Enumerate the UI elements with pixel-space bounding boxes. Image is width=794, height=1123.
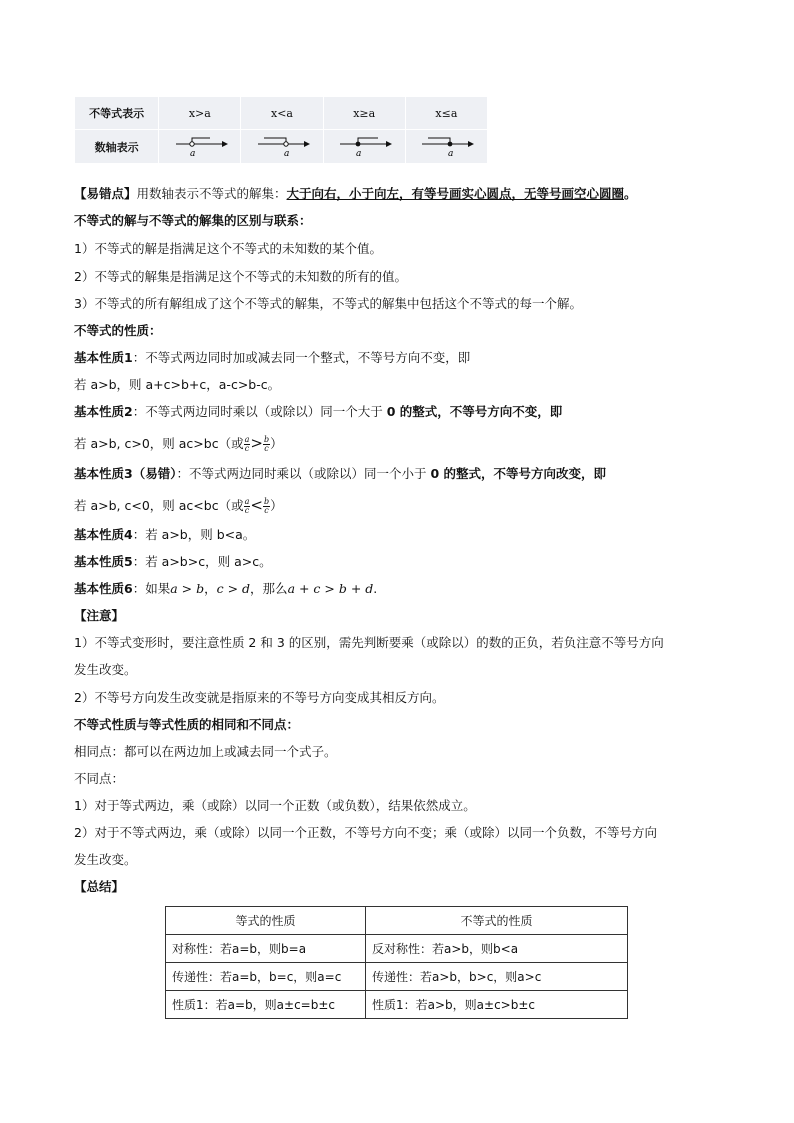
- number-line-graphic: [416, 130, 476, 160]
- easy-error-end: 。: [624, 186, 637, 201]
- note-item: 发生改变。: [74, 662, 137, 677]
- property-1-example: 若 a>b，则 a+c>b+c，a-c>b-c。: [74, 377, 281, 392]
- number-line-graphic: [334, 130, 394, 160]
- easy-error-label: 【易错点】: [74, 186, 137, 201]
- mark-label: a: [189, 149, 196, 159]
- summary-table: [165, 906, 628, 1019]
- table-row: [166, 991, 628, 1019]
- easy-error-emphasis: 大于向右，小于向左，有等号画实心圆点，无等号画空心圆圈: [286, 186, 625, 201]
- property-2: 基本性质2：不等式两边同时乘以（或除以）同一个大于 0 的整式，不等号方向不变，即: [74, 404, 563, 419]
- table-cell: 反对称性：若a>b，则b<a: [366, 935, 628, 963]
- property-label: 基本性质5: [74, 554, 133, 569]
- hollow-dot: [284, 142, 288, 146]
- number-line-table: [74, 96, 488, 164]
- same-point: 相同点：都可以在两边加上或减去同一个式子。: [74, 744, 337, 759]
- summary-header: 等式的性质: [166, 907, 366, 935]
- props-title: 不等式的性质：: [74, 323, 162, 338]
- property-label: 基本性质2: [74, 404, 133, 419]
- property-label: 基本性质4: [74, 527, 133, 542]
- number-line-row-label: 数轴表示: [75, 130, 159, 164]
- property-label: 基本性质1: [74, 350, 133, 365]
- mark-label: a: [448, 149, 454, 159]
- property-2-example: 若 a>b, c>0，则 ac>bc（或 $\frac{a}{c}$ > $\frac{b}{c}$ ）: [74, 434, 283, 453]
- number-line-cell: [241, 130, 323, 164]
- inequality-expr: x>a: [159, 97, 241, 130]
- table-cell: 性质1：若a>b，则a±c>b±c: [366, 991, 628, 1019]
- property-4: 基本性质4：若 a>b，则 b<a。: [74, 527, 256, 542]
- table-row: [166, 963, 628, 991]
- easy-error-lead: 用数轴表示不等式的解集：: [136, 186, 287, 201]
- table-cell: 性质1：若a=b，则a±c=b±c: [166, 991, 366, 1019]
- property-label: 基本性质3（易错）: [74, 466, 177, 481]
- table-cell: 对称性：若a=b，则b=a: [166, 935, 366, 963]
- table-cell: 传递性：若a>b，b>c，则a>c: [366, 963, 628, 991]
- easy-error-line: [74, 186, 637, 202]
- diff-title: 不等式的解与不等式的解集的区别与联系：: [74, 213, 312, 228]
- number-line-row: [75, 130, 488, 164]
- diff-point: 1）对于等式两边，乘（或除）以同一个正数（或负数），结果依然成立。: [74, 798, 476, 813]
- mark-label: a: [284, 149, 290, 159]
- fraction: $\frac{a}{c}$: [244, 435, 250, 453]
- number-line-graphic: [252, 130, 312, 160]
- summary-title: 【总结】: [74, 879, 125, 894]
- table-cell: 传递性：若a=b，b=c，则a=c: [166, 963, 366, 991]
- property-6: 基本性质6：如果a > b，c > d，那么a + c > b + d.: [74, 581, 378, 596]
- number-line-cell: [159, 130, 241, 164]
- solid-dot: [448, 142, 453, 147]
- fraction: $\frac{b}{c}$: [263, 435, 270, 453]
- note-title: 【注意】: [74, 608, 125, 623]
- inequality-expr: x≥a: [323, 97, 405, 130]
- diff-item: 3）不等式的所有解组成了这个不等式的解集，不等式的解集中包括这个不等式的每一个解。: [74, 296, 582, 311]
- mark-label: a: [356, 149, 362, 159]
- inequality-expr: x≤a: [405, 97, 487, 130]
- number-line-graphic: [170, 130, 230, 160]
- property-3: 基本性质3（易错）：不等式两边同时乘以（或除以）同一个小于 0 的整式，不等号方向改变，即: [74, 466, 606, 481]
- hollow-dot: [190, 142, 194, 146]
- property-5: 基本性质5：若 a>b>c，则 a>c。: [74, 554, 272, 569]
- property-3-example: 若 a>b, c<0，则 ac<bc（或 $\frac{a}{c}$ < $\frac{b}{c}$ ）: [74, 496, 283, 515]
- property-1: [74, 350, 470, 366]
- diff-item: 1）不等式的解是指满足这个不等式的未知数的某个值。: [74, 241, 382, 256]
- number-line-cell: [405, 130, 487, 164]
- inequality-header-label: 不等式表示: [75, 97, 159, 130]
- inequality-expr: x<a: [241, 97, 323, 130]
- fraction: $\frac{b}{c}$: [263, 497, 270, 515]
- diff-point: 2）对于不等式两边，乘（或除）以同一个正数，不等号方向不变；乘（或除）以同一个负数，不等号方向: [74, 825, 657, 840]
- fraction: $\frac{a}{c}$: [244, 497, 250, 515]
- compare-title: 不等式性质与等式性质的相同和不同点：: [74, 717, 300, 732]
- diff-label: 不同点：: [74, 771, 125, 786]
- summary-header-row: [166, 907, 628, 935]
- summary-header: 不等式的性质: [366, 907, 628, 935]
- number-line-header-row: [75, 97, 488, 130]
- diff-item: 2）不等式的解集是指满足这个不等式的未知数的所有的值。: [74, 269, 407, 284]
- diff-point: 发生改变。: [74, 852, 137, 867]
- solid-dot: [356, 142, 361, 147]
- note-item: 2）不等号方向发生改变就是指原来的不等号方向变成其相反方向。: [74, 690, 445, 705]
- table-row: [166, 935, 628, 963]
- number-line-cell: [323, 130, 405, 164]
- note-item: 1）不等式变形时，要注意性质 2 和 3 的区别，需先判断要乘（或除以）的数的正负，若负注意不等号方向: [74, 635, 664, 650]
- property-text: ：不等式两边同时加或减去同一个整式，不等号方向不变，即: [132, 350, 471, 365]
- property-label: 基本性质6: [74, 581, 133, 596]
